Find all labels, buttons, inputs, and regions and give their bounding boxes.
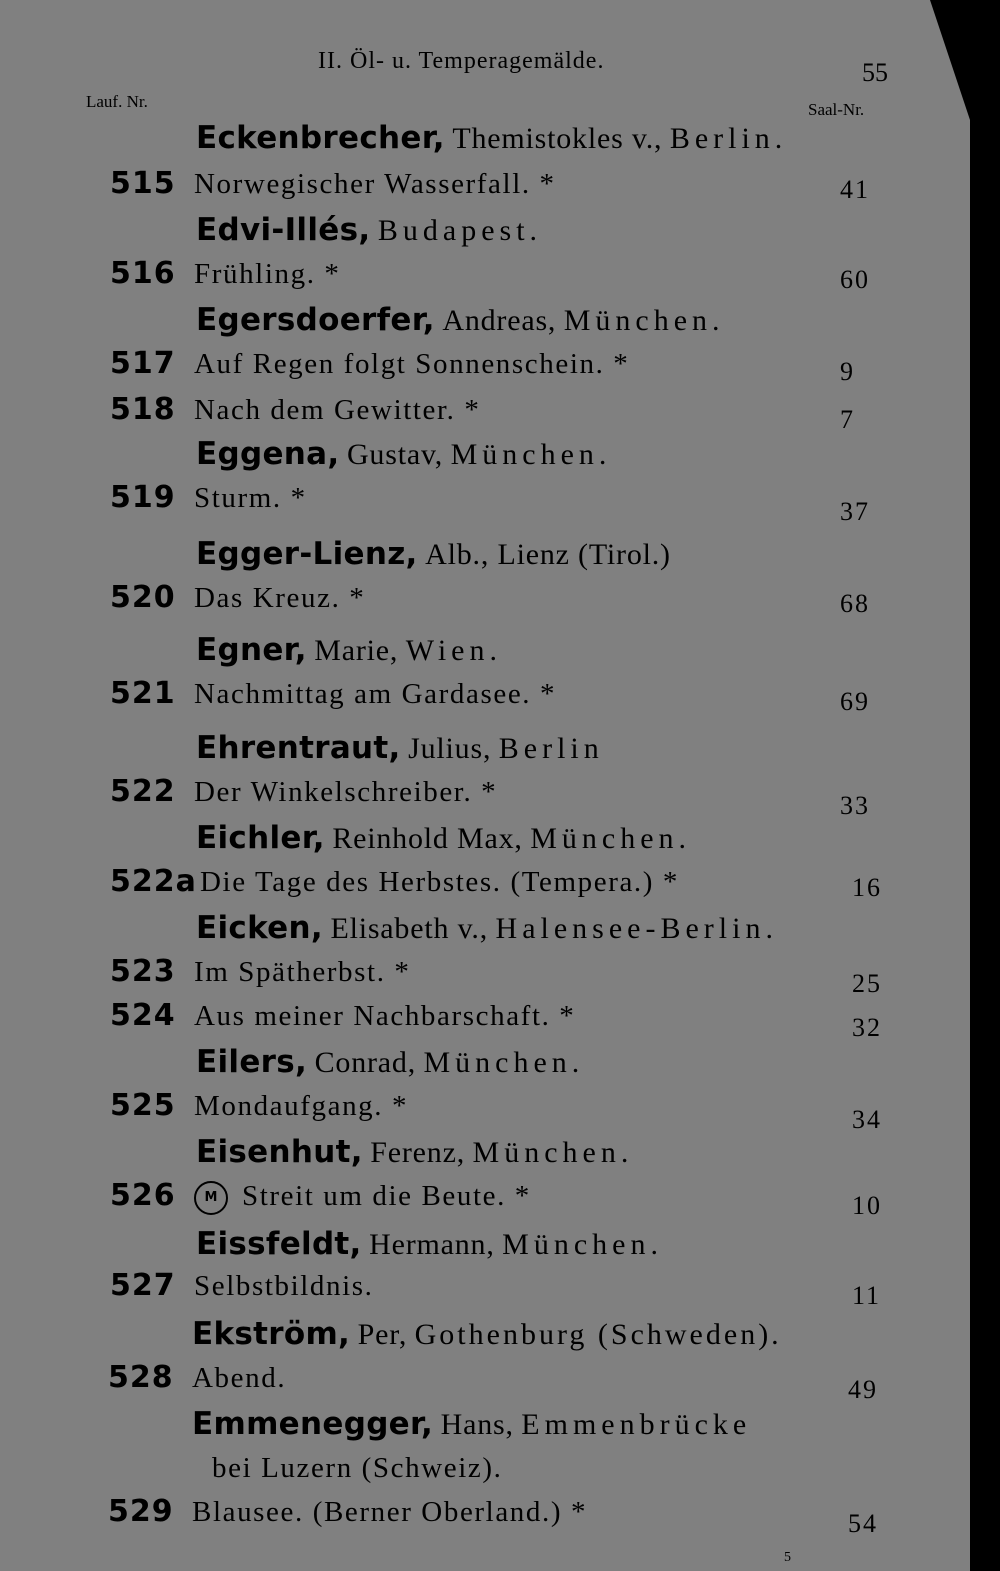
saal-number: 32 — [852, 1013, 882, 1042]
lauf-number: 525 — [110, 1088, 176, 1123]
artist-name: Eckenbrecher, — [196, 120, 445, 156]
saal-number: 54 — [848, 1509, 878, 1538]
artist-city: Gothenburg (Schweden). — [414, 1318, 782, 1351]
artwork-row — [0, 1264, 970, 1308]
artist-first-name: Andreas, — [442, 304, 557, 337]
lauf-number: 523 — [110, 954, 176, 989]
page-edge-shadow — [930, 0, 970, 120]
artist-first-name: Gustav, — [346, 438, 444, 471]
artist-name: Edvi-Illés, — [196, 212, 371, 248]
artist-continuation-row — [0, 1446, 970, 1490]
lauf-number: 528 — [108, 1360, 174, 1395]
artist-first-name: Julius, — [408, 732, 492, 765]
artist-city: Budapest. — [377, 214, 543, 247]
artwork-title: Die Tage des Herbstes. (Tempera.) * — [200, 866, 679, 898]
artist-first-name: Hans, — [440, 1408, 514, 1441]
artwork-title: Der Winkelschreiber. * — [194, 776, 498, 808]
lauf-number: 520 — [110, 580, 176, 615]
artist-name: Eilers, — [196, 1044, 308, 1080]
artist-city: München. — [563, 304, 725, 337]
artist-location-continuation: bei Luzern (Schweiz). — [212, 1452, 503, 1484]
artist-name: Egersdoerfer, — [196, 302, 435, 338]
saal-number: 7 — [840, 405, 855, 434]
artwork-title: Blausee. (Berner Oberland.) * — [192, 1496, 588, 1528]
artist-first-name: Elisabeth v., — [330, 912, 489, 945]
lauf-number: 517 — [110, 346, 176, 381]
saal-number: 25 — [852, 969, 882, 998]
artwork-title: Abend. — [192, 1362, 287, 1394]
artist-row — [0, 208, 970, 252]
artist-row — [0, 906, 970, 950]
artist-heading — [196, 298, 725, 343]
artist-row — [0, 1402, 970, 1446]
column-header-lauf-nr: Lauf. Nr. — [86, 92, 148, 111]
artist-city: München. — [450, 438, 612, 471]
artist-first-name: Themistokles v., — [452, 122, 663, 155]
artist-heading — [196, 816, 691, 861]
artist-name: Eggena, — [196, 436, 340, 472]
artwork-title: Selbstbildnis. — [194, 1270, 374, 1302]
artist-first-name: Conrad, — [314, 1046, 416, 1079]
saal-number: 9 — [840, 357, 855, 386]
artist-heading — [196, 432, 611, 477]
artwork-title: Aus meiner Nachbarschaft. * — [194, 1000, 576, 1032]
artwork-row — [0, 342, 970, 386]
artist-row — [0, 298, 970, 342]
saal-number: 34 — [852, 1105, 882, 1134]
artwork-row — [0, 860, 970, 904]
artist-row — [0, 1040, 970, 1084]
artist-city: München. — [502, 1228, 663, 1261]
artist-name: Egner, — [196, 632, 307, 668]
artwork-title-text: Streit um die Beute. * — [242, 1180, 531, 1212]
artwork-row — [0, 1490, 970, 1538]
artwork-row — [0, 1174, 970, 1218]
saal-number: 41 — [840, 175, 870, 204]
artist-heading — [196, 906, 778, 951]
artist-heading — [196, 628, 502, 673]
saal-number: 60 — [840, 265, 870, 294]
saal-number: 69 — [840, 687, 870, 716]
artwork-row — [0, 994, 970, 1042]
artist-name: Eicken, — [196, 910, 323, 946]
artist-first-name: Hermann, — [369, 1228, 495, 1261]
artist-row — [0, 432, 970, 476]
lauf-number: 519 — [110, 480, 176, 515]
artist-city: München. — [530, 822, 692, 855]
saal-number: 16 — [852, 873, 882, 902]
artist-row — [0, 628, 970, 672]
artist-heading — [196, 1130, 633, 1175]
artist-heading — [196, 1222, 663, 1267]
artist-city: München. — [472, 1136, 634, 1169]
artwork-title: Norwegischer Wasserfall. * — [194, 168, 556, 200]
artwork-row — [0, 1084, 970, 1134]
saal-number: 10 — [852, 1191, 882, 1220]
lauf-number: 526 — [110, 1178, 176, 1213]
artist-heading — [196, 532, 671, 577]
artwork-title: Nachmittag am Gardasee. * — [194, 678, 557, 710]
artist-first-name: Per, — [357, 1318, 408, 1351]
lauf-number: 516 — [110, 256, 176, 291]
lauf-number: 524 — [110, 998, 176, 1033]
artist-name: Eissfeldt, — [196, 1226, 362, 1262]
artist-name: Egger-Lienz, — [196, 536, 418, 572]
artist-row — [0, 532, 970, 576]
artist-heading — [196, 116, 787, 161]
artist-first-name: Reinhold Max, — [332, 822, 523, 855]
artist-row — [0, 1312, 970, 1356]
page-number: 55 — [862, 58, 888, 87]
artwork-row — [0, 672, 970, 716]
artist-heading — [196, 208, 542, 253]
lauf-number: 518 — [110, 392, 176, 427]
artist-city: Berlin — [498, 732, 604, 765]
artist-name: Eichler, — [196, 820, 325, 856]
medal-icon: M — [194, 1181, 228, 1215]
artist-heading — [192, 1402, 751, 1447]
artwork-title: Frühling. * — [194, 258, 341, 290]
artwork-row — [0, 950, 970, 998]
artist-row — [0, 816, 970, 860]
section-title: II. Öl- u. Temperagemälde. — [318, 48, 605, 74]
artist-name: Eisenhut, — [196, 1134, 363, 1170]
artist-row — [0, 116, 970, 160]
artwork-row — [0, 1356, 970, 1404]
artwork-title: Mondaufgang. * — [194, 1090, 409, 1122]
lauf-number: 521 — [110, 676, 176, 711]
artwork-title: Auf Regen folgt Sonnenschein. * — [194, 348, 630, 380]
lauf-number: 529 — [108, 1494, 174, 1529]
saal-number: 33 — [840, 791, 870, 820]
artist-heading — [196, 726, 604, 771]
artwork-row — [0, 476, 970, 526]
artwork-row — [0, 388, 970, 432]
artist-city: Wien. — [405, 634, 502, 667]
artist-city: Halensee-Berlin. — [495, 912, 778, 945]
signature-mark: 5 — [784, 1550, 791, 1565]
artwork-title: Sturm. * — [194, 482, 307, 514]
artist-name: Ekström, — [192, 1316, 351, 1352]
artwork-row — [0, 162, 970, 206]
artist-row — [0, 1130, 970, 1174]
artist-name: Emmenegger, — [192, 1406, 434, 1442]
saal-number: 37 — [840, 497, 870, 526]
artist-first-name: Marie, — [314, 634, 399, 667]
column-header-saal-nr: Saal-Nr. — [808, 100, 865, 119]
artwork-title — [194, 1174, 531, 1218]
artist-city: München. — [423, 1046, 585, 1079]
saal-number: 68 — [840, 589, 870, 618]
artist-heading — [196, 1040, 584, 1085]
artist-heading — [192, 1312, 782, 1357]
saal-number: 11 — [852, 1281, 882, 1310]
artwork-title: Im Spätherbst. * — [194, 956, 411, 988]
artwork-row — [0, 576, 970, 620]
artist-row — [0, 1222, 970, 1266]
artwork-title: Nach dem Gewitter. * — [194, 394, 481, 426]
artist-name: Ehrentraut, — [196, 730, 401, 766]
artist-first-name: Alb., Lienz (Tirol.) — [425, 538, 671, 571]
artist-city: Berlin. — [669, 122, 788, 155]
artwork-row — [0, 252, 970, 296]
artist-first-name: Ferenz, — [370, 1136, 466, 1169]
artwork-title: Das Kreuz. * — [194, 582, 366, 614]
artist-row — [0, 726, 970, 770]
lauf-number: 527 — [110, 1268, 176, 1303]
lauf-number: 522a — [110, 864, 197, 899]
artist-city: Emmenbrücke — [521, 1408, 752, 1441]
lauf-number: 522 — [110, 774, 176, 809]
saal-number: 49 — [848, 1375, 878, 1404]
lauf-number: 515 — [110, 166, 176, 201]
artwork-row — [0, 770, 970, 820]
